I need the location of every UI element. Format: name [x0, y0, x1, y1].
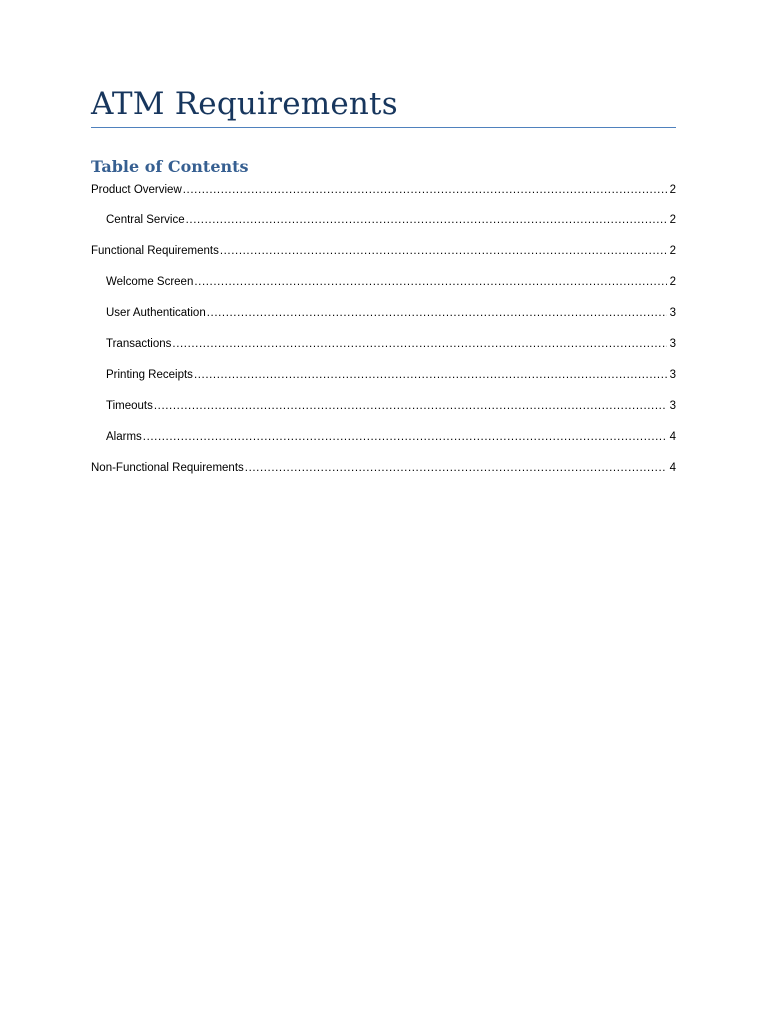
toc-dot-leader — [154, 398, 667, 414]
toc-page-number: 2 — [669, 184, 676, 196]
toc-entry-central-service[interactable] — [106, 212, 676, 228]
toc-dot-leader — [194, 367, 667, 383]
toc-dot-leader — [183, 182, 667, 198]
toc-entry-welcome-screen[interactable] — [106, 274, 676, 290]
toc-entry-label: Timeouts — [106, 400, 153, 412]
toc-entry-label: Welcome Screen — [106, 276, 194, 288]
toc-page-number: 4 — [669, 431, 676, 443]
toc-entry-printing-receipts[interactable] — [106, 367, 676, 383]
toc-dot-leader — [220, 243, 667, 259]
toc-entry-label: Central Service — [106, 214, 185, 226]
document-title: ATM Requirements — [91, 86, 398, 122]
toc-dot-leader — [172, 336, 667, 352]
toc-page-number: 2 — [669, 214, 676, 226]
toc-page-number: 3 — [669, 400, 676, 412]
toc-dot-leader — [186, 212, 667, 228]
toc-entry-product-overview[interactable] — [91, 182, 676, 198]
toc-dot-leader — [143, 429, 667, 445]
toc-page-number: 3 — [669, 307, 676, 319]
toc-page-number: 2 — [669, 276, 676, 288]
toc-page-number: 3 — [669, 338, 676, 350]
toc-dot-leader — [245, 460, 667, 476]
toc-entry-non-functional-requirements[interactable] — [91, 460, 676, 476]
toc-dot-leader — [207, 305, 667, 321]
toc-entry-transactions[interactable] — [106, 336, 676, 352]
toc-entry-timeouts[interactable] — [106, 398, 676, 414]
toc-entry-label: Non-Functional Requirements — [91, 462, 244, 474]
toc-entry-label: Functional Requirements — [91, 245, 219, 257]
toc-entry-user-authentication[interactable] — [106, 305, 676, 321]
toc-entry-label: Transactions — [106, 338, 172, 350]
toc-entry-alarms[interactable] — [106, 429, 676, 445]
toc-entry-functional-requirements[interactable] — [91, 243, 676, 259]
toc-heading: Table of Contents — [91, 157, 249, 176]
title-underline — [91, 127, 676, 128]
toc-entry-label: Alarms — [106, 431, 142, 443]
toc-dot-leader — [194, 274, 667, 290]
toc-entry-label: User Authentication — [106, 307, 206, 319]
toc-page-number: 2 — [669, 245, 676, 257]
toc-entry-label: Product Overview — [91, 184, 182, 196]
toc-page-number: 4 — [669, 462, 676, 474]
toc-entry-label: Printing Receipts — [106, 369, 193, 381]
toc-page-number: 3 — [669, 369, 676, 381]
